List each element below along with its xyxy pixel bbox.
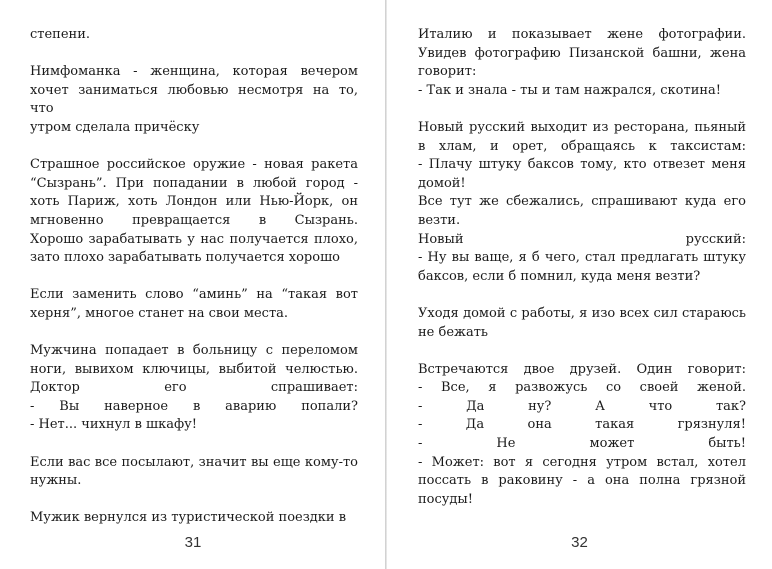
text-line: Новый русский выходит из ресторана, пьяный bbox=[418, 119, 746, 135]
right-page-number: 32 bbox=[571, 534, 588, 551]
left-page-text bbox=[30, 26, 358, 547]
text-line: мгновенно превращается в Сызрань. bbox=[30, 212, 358, 228]
text-line: - Все, я развожусь со своей женой. bbox=[418, 380, 746, 396]
text-line: Доктор его спрашивает: bbox=[30, 380, 358, 396]
text-line: Если заменить слово “аминь” на “такая вот bbox=[30, 287, 358, 303]
text-line: баксов, если б помнил, куда меня везти? bbox=[418, 268, 701, 284]
paragraph bbox=[30, 509, 358, 528]
text-line: “Сызрань”. При попадании в любой город - bbox=[30, 175, 358, 191]
right-page bbox=[387, 0, 772, 569]
text-line: - Может: вот я сегодня утром встал, хотел bbox=[418, 454, 746, 470]
text-line: зато плохо зарабатывать получается хорошо bbox=[30, 250, 340, 266]
text-line: утром сделала причёску bbox=[30, 119, 200, 135]
paragraph bbox=[30, 26, 358, 45]
text-line: - Ну вы ваще, я б чего, стал предлагать штуку bbox=[418, 250, 746, 266]
paragraph bbox=[30, 342, 358, 435]
text-line: Хорошо зарабатывать у нас получается плохо, bbox=[30, 231, 358, 247]
text-line: Мужик вернулся из туристической поездки в bbox=[30, 510, 347, 526]
text-line: везти. bbox=[418, 212, 461, 228]
text-line: Уходя домой с работы, я изо всех сил стараюсь bbox=[418, 305, 746, 321]
text-line: говорит: bbox=[418, 64, 477, 80]
paragraph bbox=[30, 454, 358, 491]
text-line: Встречаются двое друзей. Один говорит: bbox=[418, 361, 746, 377]
paragraph bbox=[418, 26, 746, 100]
text-line: хоть Париж, хоть Лондон или Нью-Йорк, он bbox=[30, 194, 358, 210]
paragraph bbox=[30, 156, 358, 268]
text-line: Все тут же сбежались, спрашивают куда его bbox=[418, 194, 746, 210]
text-line: хочет заниматься любовью несмотря на то, что bbox=[30, 82, 358, 117]
text-line: Мужчина попадает в больницу с переломом bbox=[30, 343, 358, 359]
text-line: ноги, вывихом ключицы, выбитой челюстью. bbox=[30, 361, 358, 377]
text-line: не бежать bbox=[418, 324, 488, 340]
text-line: поссать в раковину - а она полна грязной bbox=[418, 473, 746, 489]
text-line: домой! bbox=[418, 175, 466, 191]
left-page-number: 31 bbox=[184, 534, 202, 551]
text-line: Италию и показывает жене фотографии. bbox=[418, 27, 746, 42]
paragraph bbox=[30, 63, 358, 137]
text-line: степени. bbox=[30, 27, 90, 42]
text-line: Увидев фотографию Пизанской башни, жена bbox=[418, 45, 746, 61]
text-line: херня”, многое станет на свои места. bbox=[30, 305, 289, 321]
text-line: - Плачу штуку баксов тому, кто отвезет меня bbox=[418, 157, 746, 173]
text-line: Если вас все посылают, значит вы еще кому-то bbox=[30, 454, 358, 470]
text-line: - Да ну? А что так? bbox=[418, 398, 746, 414]
text-line: Нимфоманка - женщина, которая вечером bbox=[30, 64, 358, 80]
text-line: - Вы наверное в аварию попали? bbox=[30, 398, 358, 414]
text-line: - Да она такая грязнуля! bbox=[418, 417, 746, 433]
right-page-text bbox=[418, 26, 746, 528]
text-line: - Не может быть! bbox=[418, 436, 746, 452]
text-line: - Так и знала - ты и там нажрался, скотина! bbox=[418, 82, 722, 98]
text-line: посуды! bbox=[418, 491, 473, 507]
paragraph bbox=[418, 361, 746, 510]
text-line: - Нет... чихнул в шкафу! bbox=[30, 417, 198, 433]
paragraph bbox=[418, 305, 746, 342]
text-line: нужны. bbox=[30, 473, 82, 489]
paragraph bbox=[418, 119, 746, 286]
text-line: Новый русский: bbox=[418, 231, 746, 247]
text-line: в хлам, и орет, обращаясь к таксистам: bbox=[418, 138, 746, 154]
text-line: Страшное российское оружие - новая ракета bbox=[30, 157, 358, 173]
paragraph bbox=[30, 286, 358, 323]
